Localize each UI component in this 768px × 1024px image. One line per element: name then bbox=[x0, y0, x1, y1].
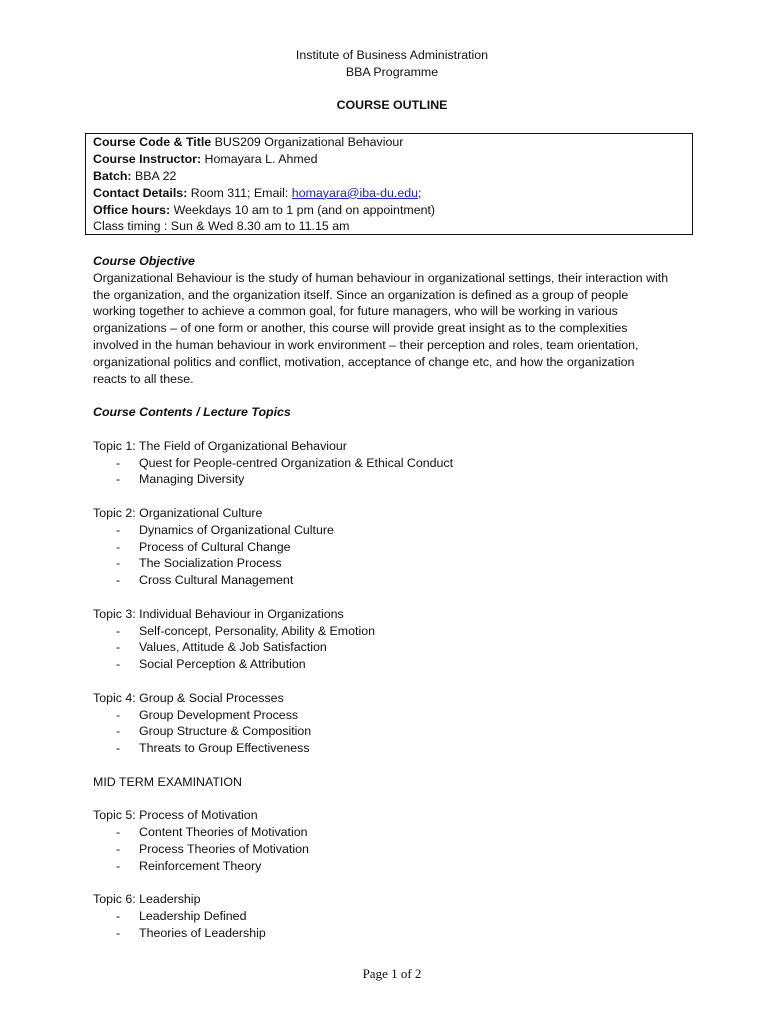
list-item-text: Cross Cultural Management bbox=[139, 573, 294, 588]
objective-line: Organizational Behaviour is the study of human behaviour in organizational settings, their interaction with bbox=[93, 270, 669, 285]
midterm-heading: MID TERM EXAMINATION bbox=[93, 774, 242, 789]
list-item bbox=[93, 841, 713, 858]
list-item bbox=[93, 707, 713, 724]
topics-list-after bbox=[93, 807, 713, 941]
bullet-dash: - bbox=[116, 841, 121, 856]
list-item bbox=[93, 471, 713, 488]
list-item-text: Threats to Group Effectiveness bbox=[139, 741, 310, 756]
bullet-dash: - bbox=[116, 623, 121, 638]
list-item-text: Content Theories of Motivation bbox=[139, 825, 308, 840]
bullet-dash: - bbox=[116, 724, 121, 739]
class-timing-row: Class timing : Sun & Wed 8.30 am to 11.15 am bbox=[93, 219, 350, 234]
bullet-dash: - bbox=[116, 657, 121, 672]
contact-end: ; bbox=[418, 185, 422, 200]
objective-line: working together to achieve a common goal, for future managers, who will be working in various bbox=[93, 304, 618, 319]
list-item bbox=[93, 656, 713, 673]
course-code-row bbox=[93, 134, 692, 151]
bullet-dash: - bbox=[116, 825, 121, 840]
list-item bbox=[93, 623, 713, 640]
topic-heading: Topic 4: Group & Social Processes bbox=[93, 690, 284, 705]
course-code-label: Course Code & Title bbox=[93, 135, 212, 149]
list-item bbox=[93, 723, 713, 740]
objective-title: Course Objective bbox=[93, 254, 195, 268]
list-item-text: Group Development Process bbox=[139, 707, 299, 722]
list-item-text: The Socialization Process bbox=[139, 556, 282, 571]
list-item bbox=[93, 522, 713, 539]
batch-row bbox=[93, 168, 692, 185]
email-link[interactable]: homayara@iba-du.edu bbox=[291, 185, 419, 200]
contact-value: Room 311; Email: bbox=[190, 185, 289, 200]
list-item-text: Values, Attitude & Job Satisfaction bbox=[139, 640, 327, 655]
list-item-text: Reinforcement Theory bbox=[139, 858, 262, 873]
topic-heading: Topic 3: Individual Behaviour in Organizations bbox=[93, 606, 344, 621]
office-hours-row bbox=[93, 202, 692, 219]
list-item-text: Group Structure & Composition bbox=[139, 724, 312, 739]
objective-line: involved in the human behaviour in work environment – their perception and roles, team orientation, bbox=[93, 337, 639, 352]
bullet-dash: - bbox=[116, 858, 121, 873]
topic-items bbox=[93, 824, 713, 874]
topic-heading: Topic 2: Organizational Culture bbox=[93, 505, 263, 520]
objective-paragraph bbox=[93, 270, 713, 388]
office-hours-label: Office hours: bbox=[93, 202, 171, 217]
list-item bbox=[93, 572, 713, 589]
instructor-row bbox=[93, 151, 692, 168]
office-hours-value: Weekdays 10 am to 1 pm (and on appointment) bbox=[173, 202, 436, 217]
instructor-value: Homayara L. Ahmed bbox=[204, 151, 318, 166]
contents-title: Course Contents / Lecture Topics bbox=[93, 405, 291, 420]
list-item bbox=[93, 908, 713, 925]
list-item-text: Theories of Leadership bbox=[139, 925, 266, 940]
list-item-text: Self-concept, Personality, Ability & Emotion bbox=[139, 623, 375, 638]
list-item bbox=[93, 925, 713, 942]
topic-heading: Topic 1: The Field of Organizational Behaviour bbox=[93, 438, 347, 453]
contact-row bbox=[93, 185, 692, 202]
programme-name: BBA Programme bbox=[345, 65, 439, 79]
bullet-dash: - bbox=[116, 522, 121, 537]
bullet-dash: - bbox=[116, 707, 121, 722]
bullet-dash: - bbox=[116, 741, 121, 756]
list-item-text: Quest for People-centred Organization & Ethical Conduct bbox=[139, 455, 454, 470]
bullet-dash: - bbox=[116, 556, 121, 571]
list-item-text: Managing Diversity bbox=[139, 472, 245, 487]
objective-line: organizational politics and conflict, motivation, acceptance of change etc, and how the organization bbox=[93, 354, 635, 369]
batch-value: BBA 22 bbox=[135, 168, 177, 183]
topic-items bbox=[93, 908, 713, 942]
batch-label: Batch: bbox=[93, 168, 132, 183]
institute-name: Institute of Business Administration bbox=[295, 48, 489, 62]
list-item-text: Dynamics of Organizational Culture bbox=[139, 522, 334, 537]
topic-heading: Topic 5: Process of Motivation bbox=[93, 808, 258, 823]
bullet-dash: - bbox=[116, 539, 121, 554]
course-code-value: BUS209 Organizational Behaviour bbox=[214, 135, 404, 149]
objective-line: the organization, and the organization itself. Since an organization is defined as a group of people bbox=[93, 287, 629, 302]
list-item-text: Social Perception & Attribution bbox=[139, 657, 306, 672]
course-info-box bbox=[85, 133, 693, 235]
bullet-dash: - bbox=[116, 472, 121, 487]
contact-label: Contact Details: bbox=[93, 185, 188, 200]
objective-line: organizations – of one form or another, this course will provide great insight as to the complexities bbox=[93, 321, 628, 336]
list-item-text: Process of Cultural Change bbox=[139, 539, 291, 554]
list-item bbox=[93, 539, 713, 556]
bullet-dash: - bbox=[116, 455, 121, 470]
document-header bbox=[0, 47, 768, 81]
topic-items bbox=[93, 707, 713, 757]
objective-line: reacts to all these. bbox=[93, 371, 194, 386]
list-item bbox=[93, 555, 713, 572]
list-item-text: Leadership Defined bbox=[139, 909, 247, 924]
page-number: Page 1 of 2 bbox=[362, 966, 422, 981]
topic-items bbox=[93, 455, 713, 489]
document-body bbox=[93, 253, 713, 942]
bullet-dash: - bbox=[116, 909, 121, 924]
list-item bbox=[93, 858, 713, 875]
list-item bbox=[93, 455, 713, 472]
topic-items bbox=[93, 522, 713, 589]
bullet-dash: - bbox=[116, 640, 121, 655]
bullet-dash: - bbox=[116, 925, 121, 940]
bullet-dash: - bbox=[116, 573, 121, 588]
topic-items bbox=[93, 623, 713, 673]
topics-list bbox=[93, 438, 713, 774]
list-item bbox=[93, 639, 713, 656]
page-title: COURSE OUTLINE bbox=[336, 98, 448, 112]
list-item bbox=[93, 824, 713, 841]
instructor-label: Course Instructor: bbox=[93, 151, 202, 166]
list-item bbox=[93, 740, 713, 757]
topic-heading: Topic 6: Leadership bbox=[93, 892, 201, 907]
list-item-text: Process Theories of Motivation bbox=[139, 841, 309, 856]
